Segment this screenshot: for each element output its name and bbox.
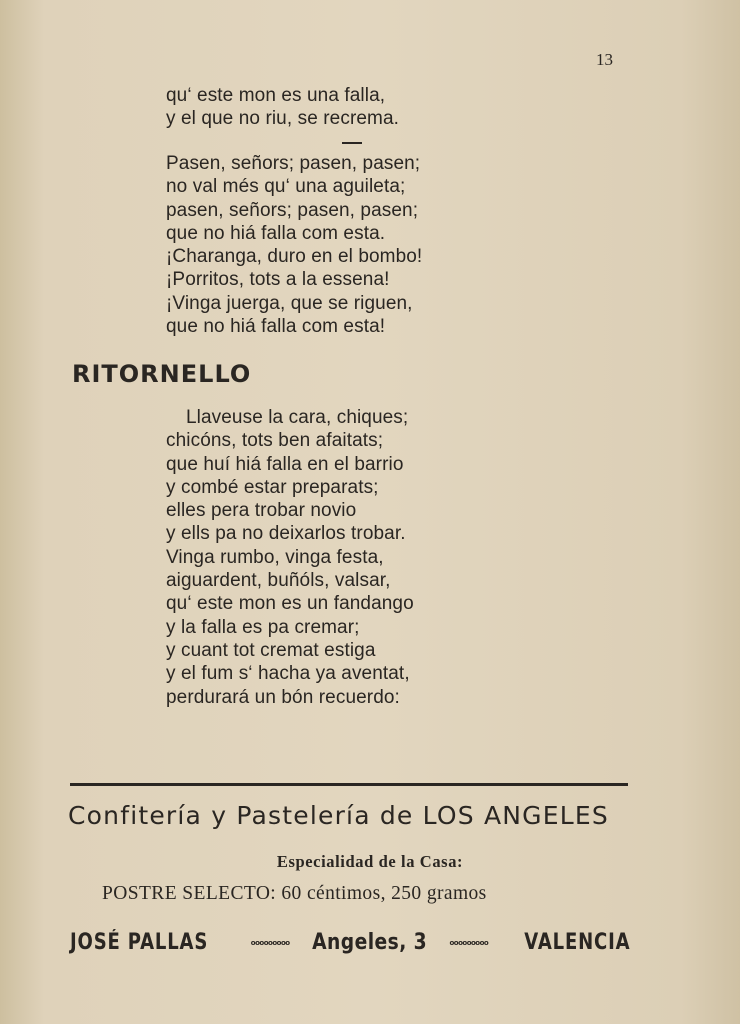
dotted-separator: ooooooooo bbox=[250, 938, 290, 947]
stanza-divider bbox=[342, 142, 362, 144]
advertisement-address bbox=[70, 930, 630, 955]
verse-line: y cuant tot cremat estiga bbox=[166, 639, 376, 661]
advertisement-owner: JOSÉ PALLAS bbox=[70, 930, 209, 955]
verse-line: no val més qu‘ una aguileta; bbox=[166, 176, 406, 198]
verse-line: ¡Charanga, duro en el bombo! bbox=[166, 246, 423, 268]
verse-line: ¡Vinga juerga, que se riguen, bbox=[166, 292, 413, 314]
verse-line: pasen, señors; pasen, pasen; bbox=[166, 199, 419, 221]
advertisement-city: VALENCIA bbox=[523, 930, 630, 955]
verse-line: y el que no riu, se recrema. bbox=[166, 108, 400, 130]
verse-line: que no hiá falla com esta! bbox=[166, 316, 386, 338]
dotted-separator: ooooooooo bbox=[449, 938, 489, 947]
verse-line: Pasen, señors; pasen, pasen; bbox=[166, 153, 421, 174]
section-title: RITORNELLO bbox=[72, 360, 252, 388]
stanza-2 bbox=[166, 152, 422, 338]
advertisement-specialty: Especialidad de la Casa: bbox=[276, 852, 464, 871]
verse-line: y la falla es pa cremar; bbox=[166, 616, 360, 638]
verse-line: Llaveuse la cara, chiques; bbox=[186, 407, 409, 428]
verse-line: que huí hiá falla en el barrio bbox=[166, 453, 404, 475]
advertisement-shop-name: Confitería y Pastelería de LOS ANGELES bbox=[68, 801, 609, 830]
verse-line: elles pera trobar novio bbox=[166, 500, 357, 522]
verse-line: aiguardent, buñóls, valsar, bbox=[166, 570, 391, 592]
page-number: 13 bbox=[596, 50, 613, 69]
horizontal-rule bbox=[70, 783, 628, 786]
verse-line: y ells pa no deixarlos trobar. bbox=[166, 523, 406, 545]
verse-line: Vinga rumbo, vinga festa, bbox=[166, 546, 384, 568]
verse-line: chicóns, tots ben afaitats; bbox=[166, 430, 384, 452]
verse-line: y combé estar preparats; bbox=[166, 476, 379, 498]
verse-line: qu‘ este mon es una falla, bbox=[166, 85, 386, 106]
advertisement-street: Angeles, 3 bbox=[312, 930, 427, 955]
verse-line: qu‘ este mon es un fandango bbox=[166, 593, 414, 615]
stanza-1 bbox=[166, 84, 399, 131]
stanza-ritornello bbox=[166, 406, 414, 709]
verse-line: que no hiá falla com esta. bbox=[166, 222, 386, 244]
advertisement-dessert: POSTRE SELECTO: 60 céntimos, 250 gramos bbox=[102, 883, 487, 904]
verse-line: ¡Porritos, tots a la essena! bbox=[166, 269, 390, 291]
verse-line: y el fum s‘ hacha ya aventat, bbox=[166, 663, 410, 685]
verse-line: perdurará un bón recuerdo: bbox=[166, 686, 400, 708]
